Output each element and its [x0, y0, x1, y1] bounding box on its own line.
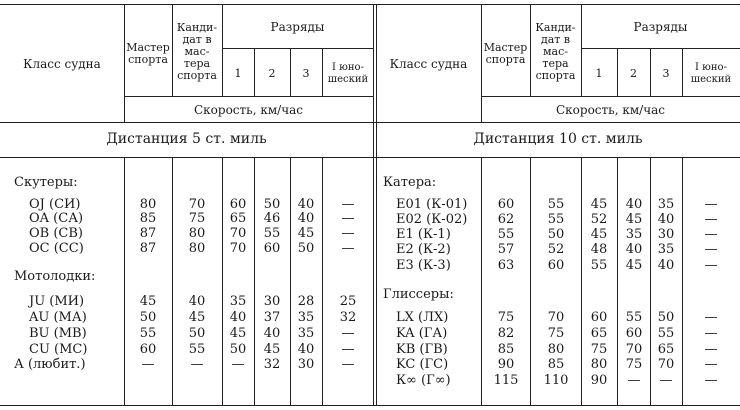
- rank2-value: 55: [625, 310, 643, 325]
- junior-value: —: [341, 342, 355, 357]
- rank3-value: 55: [657, 326, 675, 341]
- left-rank-junior: I юно- шеский: [327, 62, 369, 85]
- junior-value: —: [341, 357, 355, 372]
- row-class: KA (ГА): [396, 326, 448, 341]
- junior-value: —: [704, 326, 718, 341]
- master-value: 115: [493, 373, 519, 388]
- rank3-value: 35: [297, 326, 315, 341]
- candidate-value: 45: [188, 310, 206, 325]
- rank3-value: 30: [297, 357, 315, 372]
- row-class: BU (МВ): [29, 326, 87, 341]
- junior-value: —: [704, 357, 718, 372]
- master-value: 63: [497, 258, 515, 273]
- candidate-value: 40: [188, 294, 206, 309]
- right-distance-label: Дистанция 10 ст. миль: [473, 131, 643, 147]
- row-class: E01 (К-01): [396, 197, 468, 212]
- master-value: 62: [497, 212, 515, 227]
- right-rank-1: 1: [595, 67, 603, 80]
- rank1-value: 70: [229, 241, 247, 256]
- candidate-value: 55: [547, 212, 565, 227]
- junior-value: —: [704, 258, 718, 273]
- rank2-value: 46: [263, 211, 281, 226]
- rank3-value: 70: [657, 357, 675, 372]
- rank3-value: 35: [657, 197, 675, 212]
- row-class: KC (ГС): [396, 357, 449, 372]
- rank1-value: 45: [229, 326, 247, 341]
- junior-value: 32: [339, 310, 357, 325]
- master-value: —: [141, 357, 155, 372]
- left-rank-3: 3: [302, 67, 310, 80]
- rank3-value: 30: [657, 227, 675, 242]
- master-value: 45: [139, 294, 157, 309]
- section-title: Глиссеры:: [383, 287, 454, 302]
- right-master-header: Мастер спорта: [483, 41, 528, 66]
- candidate-value: 75: [547, 326, 565, 341]
- master-value: 87: [139, 226, 157, 241]
- rank2-value: 45: [625, 258, 643, 273]
- rank1-value: 65: [229, 211, 247, 226]
- candidate-value: 70: [547, 310, 565, 325]
- rank1-value: —: [231, 357, 245, 372]
- row-class: CU (МС): [29, 342, 88, 357]
- rank3-value: 40: [297, 211, 315, 226]
- row-class: OB (СВ): [29, 226, 83, 241]
- rank3-value: 45: [297, 226, 315, 241]
- candidate-value: 85: [547, 357, 565, 372]
- rank3-value: 28: [297, 294, 315, 309]
- junior-value: —: [704, 342, 718, 357]
- candidate-value: 60: [547, 258, 565, 273]
- rank1-value: 90: [590, 373, 608, 388]
- master-value: 82: [497, 326, 515, 341]
- rank1-value: 65: [590, 326, 608, 341]
- junior-value: —: [341, 241, 355, 256]
- master-value: 75: [497, 310, 515, 325]
- junior-value: —: [341, 197, 355, 212]
- rank2-value: 37: [263, 310, 281, 325]
- junior-value: —: [704, 242, 718, 257]
- rank1-value: 60: [229, 197, 247, 212]
- rank2-value: 60: [263, 241, 281, 256]
- rank1-value: 70: [229, 226, 247, 241]
- rank3-value: 35: [657, 242, 675, 257]
- master-value: 90: [497, 357, 515, 372]
- right-speed-header: Скорость, км/час: [555, 103, 666, 117]
- rank2-value: 40: [625, 242, 643, 257]
- candidate-value: 80: [547, 342, 565, 357]
- rank2-value: 50: [263, 197, 281, 212]
- rank2-value: 55: [263, 226, 281, 241]
- candidate-value: 80: [188, 226, 206, 241]
- rank2-value: 30: [263, 294, 281, 309]
- junior-value: —: [341, 326, 355, 341]
- rank1-value: 48: [590, 242, 608, 257]
- rank3-value: 40: [297, 342, 315, 357]
- section-title: Катера:: [383, 175, 437, 190]
- rank1-value: 35: [229, 294, 247, 309]
- rank1-value: 80: [590, 357, 608, 372]
- right-rank-2: 2: [630, 67, 637, 80]
- rank2-value: —: [627, 373, 641, 388]
- junior-value: 25: [339, 294, 357, 309]
- rank2-value: 40: [625, 197, 643, 212]
- junior-value: —: [704, 197, 718, 212]
- candidate-value: 55: [547, 197, 565, 212]
- junior-value: —: [704, 310, 718, 325]
- right-rank-3: 3: [662, 67, 670, 80]
- rank3-value: 50: [657, 310, 675, 325]
- rank1-value: 40: [229, 310, 247, 325]
- rank3-value: 65: [657, 342, 675, 357]
- master-value: 55: [497, 227, 515, 242]
- master-value: 57: [497, 242, 515, 257]
- rank1-value: 60: [590, 310, 608, 325]
- rank3-value: 50: [297, 241, 315, 256]
- rank1-value: 55: [590, 258, 608, 273]
- right-ranks-header: Разряды: [633, 20, 688, 34]
- row-class: AU (МА): [29, 310, 87, 325]
- left-rank-1: 1: [234, 67, 242, 80]
- junior-value: —: [704, 212, 718, 227]
- rank3-value: 40: [657, 212, 675, 227]
- candidate-value: —: [190, 357, 204, 372]
- candidate-value: 70: [188, 197, 206, 212]
- junior-value: —: [341, 211, 355, 226]
- row-class: OC (СС): [29, 241, 84, 256]
- row-class: OA (СА): [29, 211, 84, 226]
- junior-value: —: [704, 227, 718, 242]
- rank3-value: 40: [297, 197, 315, 212]
- candidate-value: 50: [188, 326, 206, 341]
- master-value: 80: [139, 197, 157, 212]
- candidate-value: 55: [188, 342, 206, 357]
- master-value: 55: [139, 326, 157, 341]
- section-title: Мотолодки:: [14, 269, 96, 284]
- rank2-value: 45: [625, 212, 643, 227]
- rank2-value: 45: [263, 342, 281, 357]
- rank1-value: 45: [590, 227, 608, 242]
- row-class: А (любит.): [14, 357, 86, 372]
- junior-value: —: [341, 226, 355, 241]
- rank2-value: 35: [625, 227, 643, 242]
- row-class: LX (ЛХ): [396, 310, 449, 325]
- left-distance-label: Дистанция 5 ст. миль: [106, 131, 267, 147]
- rank3-value: 40: [657, 258, 675, 273]
- left-rank-2: 2: [268, 67, 276, 80]
- row-class: E1 (К-1): [396, 227, 451, 242]
- rank1-value: 52: [590, 212, 608, 227]
- left-class-header: Класс судна: [23, 57, 101, 71]
- master-value: 50: [139, 310, 157, 325]
- left-candidate-header: Канди- дат в мас- тера спорта: [176, 21, 218, 82]
- rank2-value: 40: [263, 326, 281, 341]
- candidate-value: 80: [188, 241, 206, 256]
- junior-value: —: [704, 373, 718, 388]
- master-value: 60: [497, 197, 515, 212]
- right-rank-junior: I юно- шеский: [690, 62, 732, 85]
- row-class: E2 (К-2): [396, 242, 451, 257]
- right-class-header: Класс судна: [389, 57, 468, 71]
- rank2-value: 70: [625, 342, 643, 357]
- rank2-value: 32: [263, 357, 281, 372]
- right-candidate-header: Канди- дат в мас- тера спорта: [535, 21, 576, 82]
- section-title: Скутеры:: [14, 175, 78, 190]
- rank3-value: —: [659, 373, 673, 388]
- row-class: OJ (СИ): [29, 197, 81, 212]
- candidate-value: 110: [543, 373, 569, 388]
- left-ranks-header: Разряды: [270, 20, 325, 34]
- rank2-value: 75: [625, 357, 643, 372]
- candidate-value: 52: [547, 242, 565, 257]
- row-class: JU (МИ): [29, 294, 85, 309]
- rank1-value: 50: [229, 342, 247, 357]
- rank1-value: 75: [590, 342, 608, 357]
- rank2-value: 60: [625, 326, 643, 341]
- row-class: E02 (К-02): [396, 212, 468, 227]
- row-class: KB (ГВ): [396, 342, 448, 357]
- candidate-value: 75: [188, 211, 206, 226]
- rank1-value: 45: [590, 197, 608, 212]
- master-value: 85: [497, 342, 515, 357]
- candidate-value: 50: [547, 227, 565, 242]
- row-class: К∞ (Г∞): [396, 373, 451, 388]
- left-speed-header: Скорость, км/час: [193, 103, 304, 117]
- master-value: 85: [139, 211, 157, 226]
- left-master-header: Мастер спорта: [126, 41, 170, 66]
- row-class: E3 (К-3): [396, 258, 451, 273]
- rank3-value: 35: [297, 310, 315, 325]
- master-value: 87: [139, 241, 157, 256]
- master-value: 60: [139, 342, 157, 357]
